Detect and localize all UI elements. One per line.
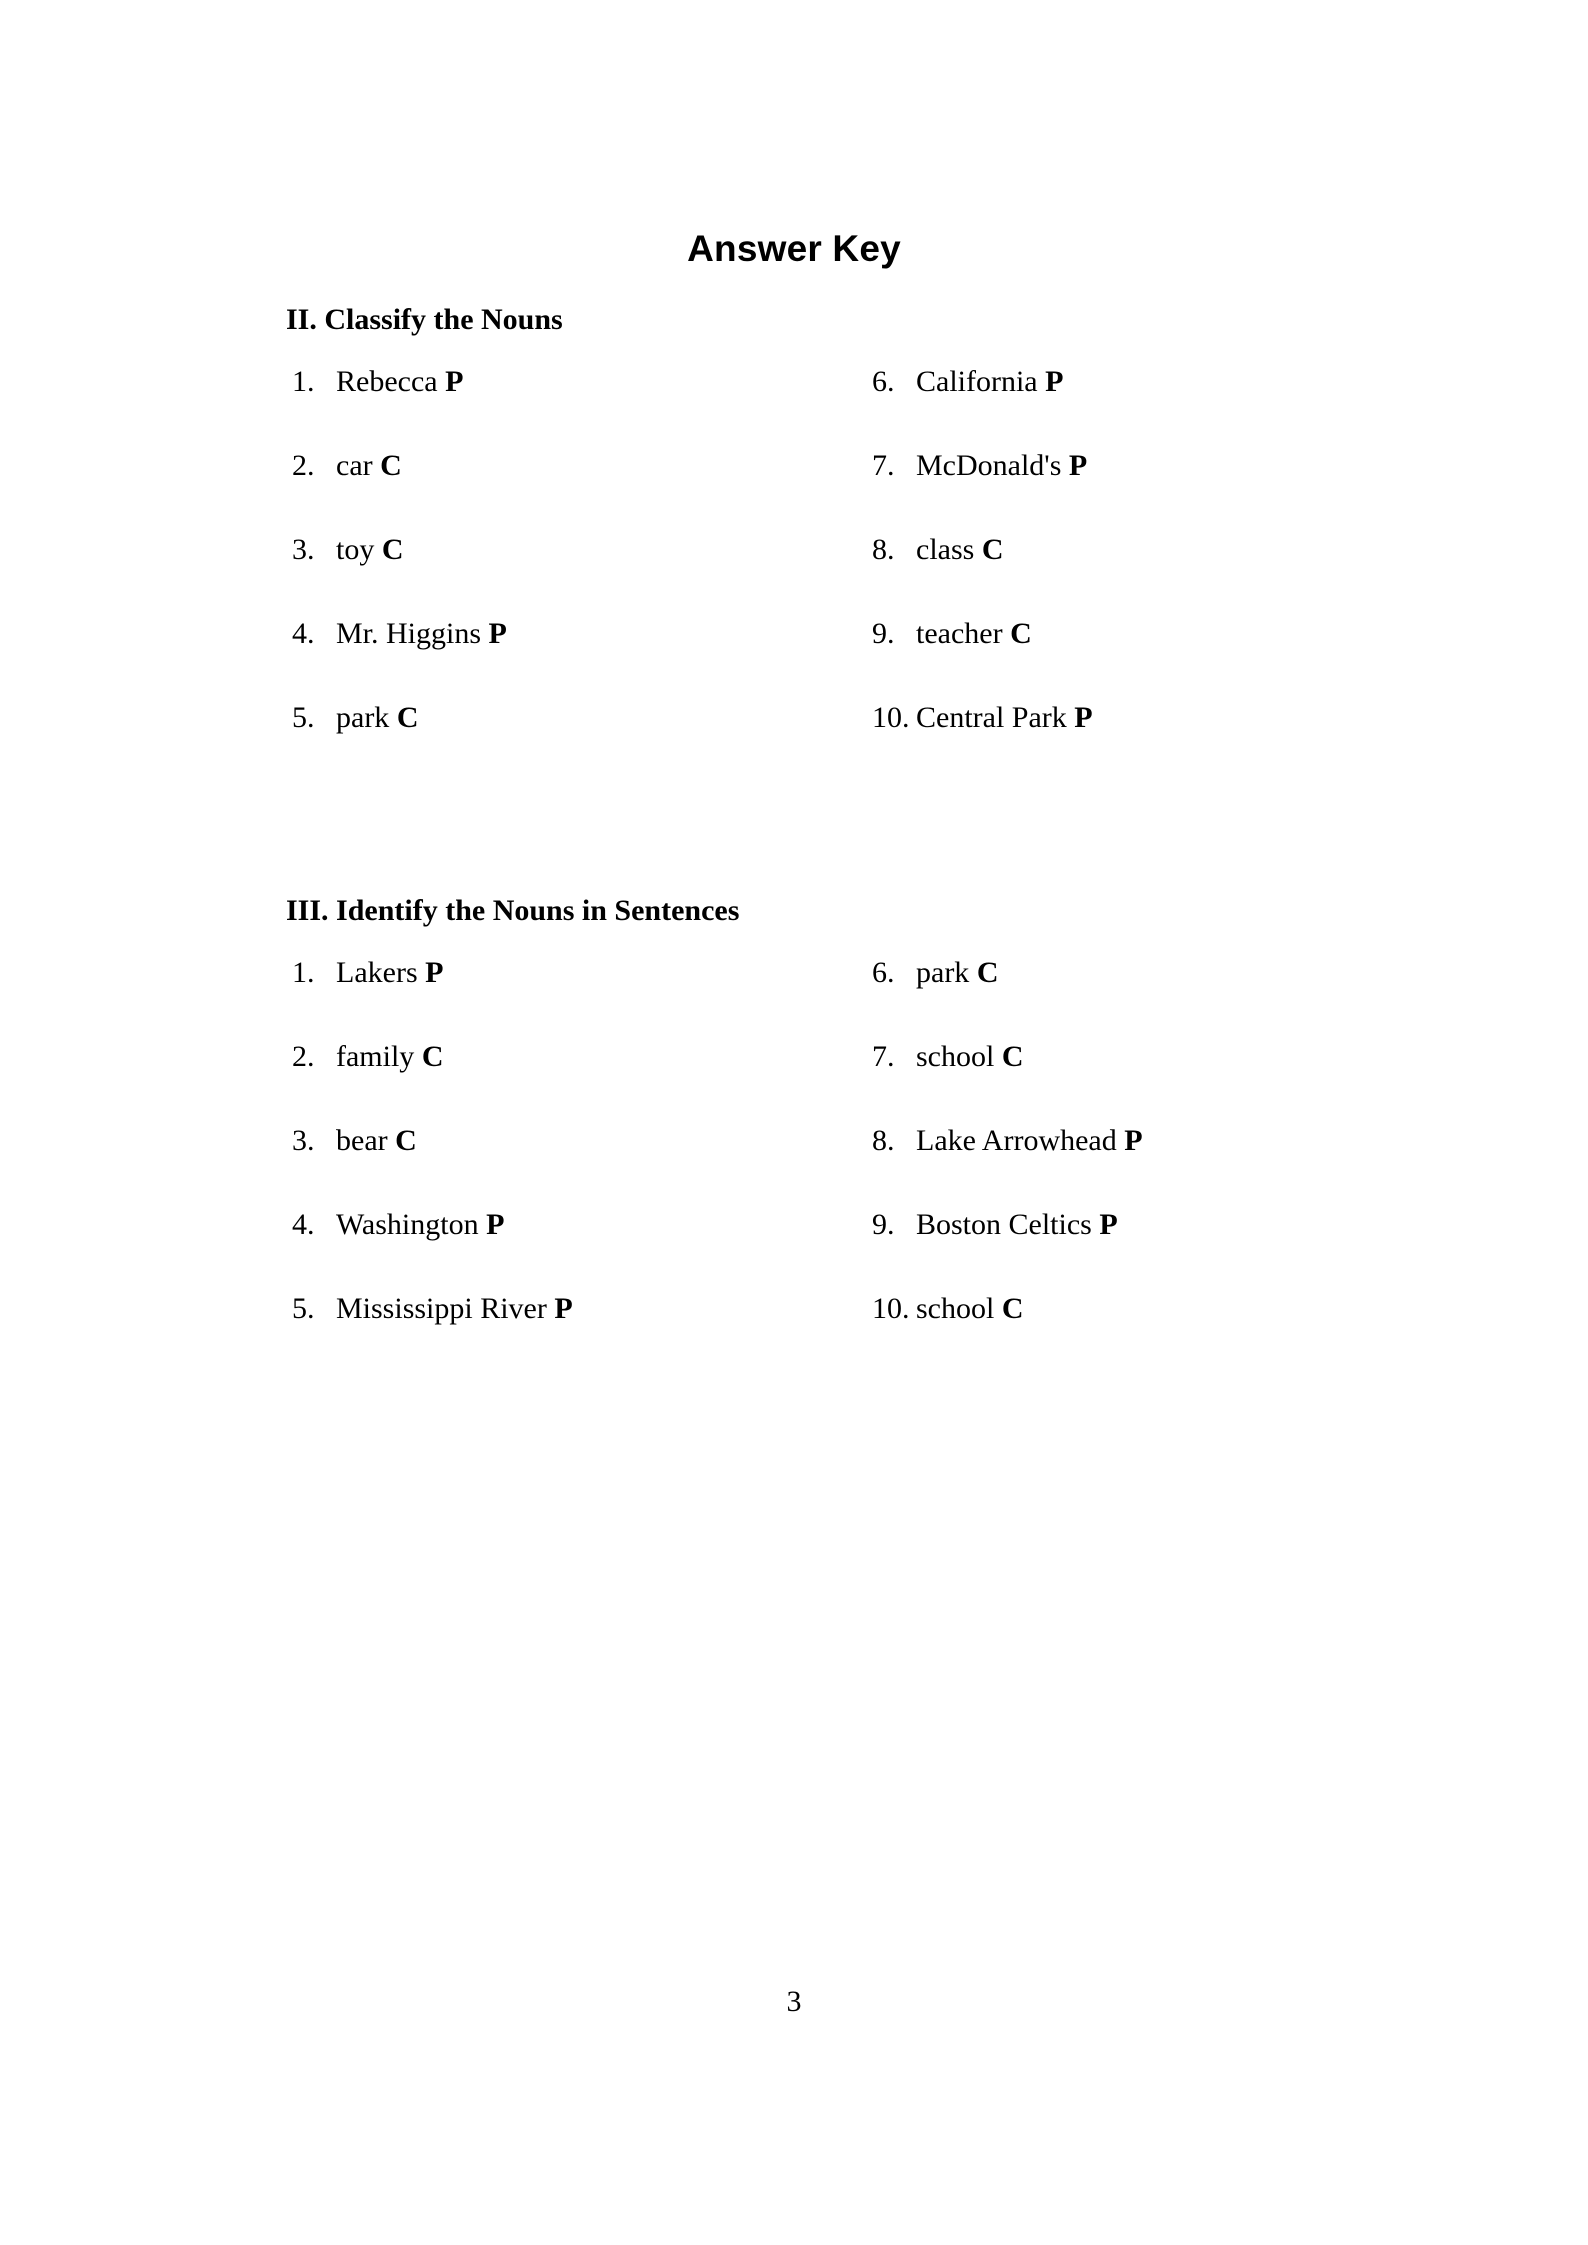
answer-item-tag: P [1074, 700, 1093, 734]
answer-row [286, 532, 1306, 619]
answer-row [286, 700, 1306, 787]
answer-item-text: school [916, 1291, 1002, 1325]
answer-item-number: 2. [292, 1039, 315, 1073]
answer-row [286, 1207, 1306, 1294]
answer-item-tag: C [395, 1123, 417, 1157]
answer-row [286, 364, 1306, 451]
answer-item-number: 10. [872, 1291, 910, 1325]
section-heading: II. Classify the Nouns [286, 303, 563, 336]
answer-item-text: park [916, 955, 977, 989]
page-number: 3 [786, 1985, 802, 2018]
answer-item [872, 1291, 1024, 1325]
answer-item [872, 700, 1093, 734]
answer-item-tag: P [1068, 448, 1088, 482]
answer-item-text: school [916, 1039, 1002, 1073]
answer-item-text: car [336, 448, 381, 482]
answer-row [286, 1291, 1306, 1378]
section-identify-the-nouns-in-sentences [286, 894, 1306, 1378]
answer-item-tag: C [421, 1039, 444, 1073]
answer-item [872, 1207, 1118, 1241]
answer-item-tag: C [396, 700, 419, 734]
answer-item-number: 2. [292, 448, 315, 482]
answer-item-number: 7. [872, 1039, 895, 1073]
answer-item-number: 8. [872, 1123, 895, 1157]
answer-item-tag: C [1001, 1291, 1024, 1325]
answer-item [292, 448, 402, 482]
answer-item [292, 1123, 417, 1157]
answer-item-number: 6. [872, 955, 895, 989]
answer-item-tag: C [976, 955, 999, 989]
answer-item-text: Central Park [916, 700, 1075, 734]
answer-item-text: Rebecca [336, 364, 446, 398]
answer-item-tag: P [1045, 364, 1064, 398]
answer-row [286, 616, 1306, 703]
answer-item-text: bear [336, 1123, 396, 1157]
page-title: Answer Key [687, 227, 901, 269]
answer-item-text: Lake Arrowhead [916, 1123, 1125, 1157]
answer-item [872, 1039, 1024, 1073]
answer-item-text: park [336, 700, 397, 734]
answer-item [872, 448, 1088, 482]
answer-item-tag: P [425, 955, 444, 989]
answer-grid [286, 955, 1306, 1378]
answer-item-number: 5. [292, 700, 315, 734]
answer-item-text: Mr. Higgins [336, 616, 489, 650]
answer-item-text: toy [336, 532, 382, 566]
answer-item [292, 1291, 573, 1325]
answer-item [292, 700, 419, 734]
answer-item [872, 616, 1032, 650]
answer-item-text: Mississippi River [336, 1291, 555, 1325]
answer-item-text: Boston Celtics [916, 1207, 1100, 1241]
answer-item-tag: P [486, 1207, 505, 1241]
answer-row [286, 1123, 1306, 1210]
answer-item-tag: P [1124, 1123, 1143, 1157]
answer-item [872, 955, 999, 989]
answer-row [286, 955, 1306, 1042]
answer-item [292, 364, 464, 398]
answer-item [292, 1039, 444, 1073]
answer-item-tag: C [1001, 1039, 1024, 1073]
answer-item-number: 9. [872, 616, 895, 650]
answer-grid [286, 364, 1306, 787]
section-classify-the-nouns [286, 303, 1306, 787]
answer-item-text: family [336, 1039, 422, 1073]
answer-item-text: Washington [336, 1207, 487, 1241]
answer-item-number: 3. [292, 532, 315, 566]
answer-row [286, 1039, 1306, 1126]
answer-item [292, 532, 404, 566]
answer-item-tag: C [380, 448, 402, 482]
answer-item-text: McDonald's [916, 448, 1069, 482]
section-heading: III. Identify the Nouns in Sentences [286, 894, 740, 927]
answer-item-tag: C [381, 532, 404, 566]
answer-item-tag: P [488, 616, 507, 650]
answer-item [872, 1123, 1143, 1157]
answer-item-tag: P [445, 364, 464, 398]
answer-item-number: 3. [292, 1123, 315, 1157]
answer-item-number: 10. [872, 700, 910, 734]
answer-item [292, 955, 444, 989]
answer-item-text: teacher [916, 616, 1011, 650]
answer-item-tag: C [1010, 616, 1032, 650]
answer-item [292, 1207, 505, 1241]
answer-item-number: 7. [872, 448, 895, 482]
answer-item-number: 5. [292, 1291, 315, 1325]
answer-item-tag: C [981, 532, 1004, 566]
answer-item-text: California [916, 364, 1046, 398]
answer-item-text: class [916, 532, 982, 566]
answer-item [872, 532, 1004, 566]
answer-item-number: 1. [292, 955, 315, 989]
answer-item-number: 9. [872, 1207, 895, 1241]
answer-item [292, 616, 507, 650]
answer-item-tag: P [1099, 1207, 1118, 1241]
answer-item-number: 8. [872, 532, 895, 566]
answer-item-number: 4. [292, 1207, 315, 1241]
answer-item [872, 364, 1064, 398]
answer-item-tag: P [554, 1291, 573, 1325]
answer-item-number: 6. [872, 364, 895, 398]
answer-item-number: 1. [292, 364, 315, 398]
answer-item-number: 4. [292, 616, 315, 650]
answer-row [286, 448, 1306, 535]
answer-item-text: Lakers [336, 955, 426, 989]
